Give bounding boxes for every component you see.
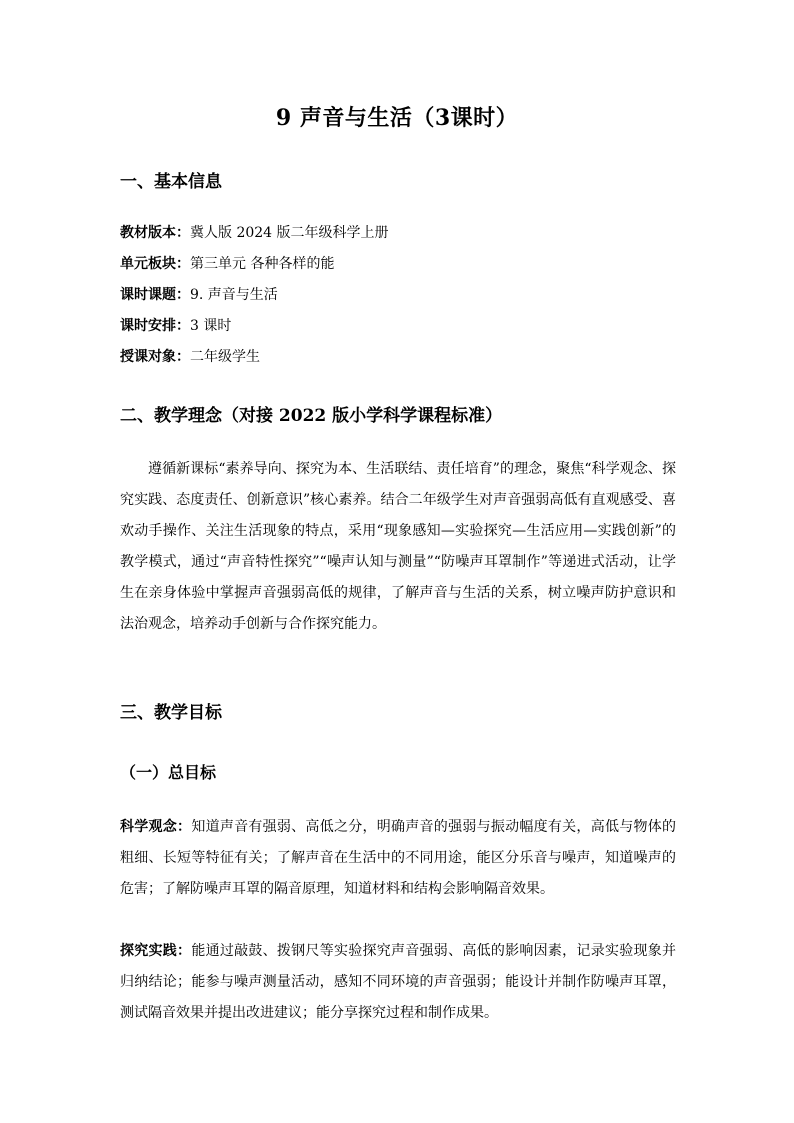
goal-scientific-concepts (120, 812, 676, 905)
info-key: 课时安排： (120, 318, 190, 334)
subheading-overall-goals: （一）总目标 (120, 763, 217, 782)
info-value: 第三单元 各种各样的能 (190, 256, 335, 272)
info-key: 教材版本： (120, 225, 190, 241)
goal-lead: 科学观念： (120, 819, 192, 835)
info-row-textbook (120, 222, 680, 253)
info-key: 单元板块： (120, 256, 190, 272)
info-row-audience (120, 346, 680, 377)
goal-text: 知道声音有强弱、高低之分，明确声音的强弱与振动幅度有关，高低与物体的粗细、长短等特征有关；了解声音在生活中的不同用途，能区分乐音与噪声，知道噪声的危害；了解防噪声耳罩的隔音原理，知道材料和结构会影响隔音效果。 (120, 819, 677, 897)
info-value: 冀人版 2024 版二年级科学上册 (190, 225, 389, 241)
section-heading-basic-info: 一、基本信息 (120, 172, 222, 192)
basic-info-list (120, 222, 680, 377)
goal-lead: 探究实践： (120, 943, 192, 959)
info-value: 9. 声音与生活 (190, 287, 278, 303)
section-heading-teaching-goals: 三、教学目标 (120, 703, 222, 723)
info-row-unit (120, 253, 680, 284)
info-key: 授课对象： (120, 349, 190, 365)
section-heading-teaching-philosophy: 二、教学理念（对接 2022 版小学科学课程标准） (120, 406, 503, 426)
teaching-philosophy-paragraph: 遵循新课标“素养导向、探究为本、生活联结、责任培育”的理念，聚焦“科学观念、探究实践、态度责任、创新意识”核心素养。结合二年级学生对声音强弱高低有直观感受、喜欢动手操作、关注生活现象的特点，采用“现象感知—实验探究—生活应用—实践创新”的教学模式，通过“声音特性探究”“噪声认知与测量”“防噪声耳罩制作”等递进式活动，让学生在亲身体验中掌握声音强弱高低的规律，了解声音与生活的关系，树立噪声防护意识和法治观念，培养动手创新与合作探究能力。 (120, 461, 676, 632)
info-row-lesson-count (120, 315, 680, 346)
document-title: 9 声音与生活（3课时） (275, 105, 519, 131)
info-row-lesson-topic (120, 284, 680, 315)
goal-text: 能通过敲鼓、拨钢尺等实验探究声音强弱、高低的影响因素，记录实验现象并归纳结论；能参与噪声测量活动，感知不同环境的声音强弱；能设计并制作防噪声耳罩，测试隔音效果并提出改进建议；能分享探究过程和制作成果。 (120, 943, 677, 1021)
info-key: 课时课题： (120, 287, 190, 303)
info-value: 二年级学生 (190, 349, 260, 365)
info-value: 3 课时 (190, 318, 232, 334)
goal-inquiry-practice (120, 936, 676, 1029)
